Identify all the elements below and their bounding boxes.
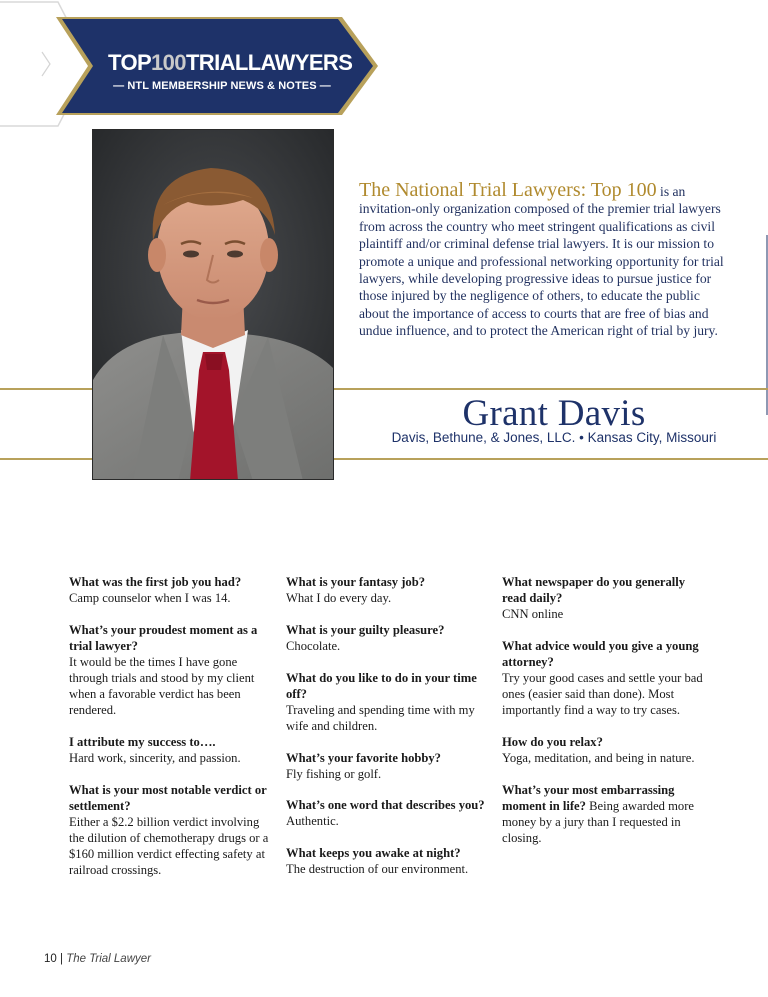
qa-item <box>286 670 488 734</box>
answer: Hard work, sincerity, and passion. <box>69 751 241 766</box>
question: What’s one word that describes you? <box>286 798 485 813</box>
qa-column-3 <box>502 574 712 862</box>
page-number: 10 <box>44 953 57 965</box>
banner-title: TOP100TRIALLAWYERS <box>108 50 353 75</box>
intro-lead: The National Trial Lawyers: Top 100 <box>359 179 657 201</box>
question: What’s your proudest moment as a trial lawyer? <box>69 622 258 653</box>
qa-item <box>502 782 712 846</box>
question: What’s your most embarrassing moment in life? <box>502 782 675 813</box>
qa-item <box>69 734 274 766</box>
page-footer: 10 | The Trial Lawyer <box>44 953 151 965</box>
qa-item <box>69 574 274 606</box>
answer: Yoga, meditation, and being in nature. <box>502 751 695 766</box>
answer: Chocolate. <box>286 638 341 653</box>
organization-intro <box>359 179 729 340</box>
portrait-photo <box>92 129 334 480</box>
qa-item <box>69 622 274 719</box>
question: What is your most notable verdict or settlement? <box>69 782 267 813</box>
answer: It would be the times I have gone through trials and stood by my client when a favorable verdict has been rendered. <box>69 654 255 718</box>
answer: CNN online <box>502 607 564 622</box>
qa-item <box>502 574 712 622</box>
qa-item <box>286 845 488 877</box>
answer: Camp counselor when I was 14. <box>69 591 231 606</box>
answer: Fly fishing or golf. <box>286 766 382 781</box>
question: What do you like to do in your time off? <box>286 670 477 701</box>
question: I attribute my success to…. <box>69 734 216 749</box>
qa-item <box>286 797 488 829</box>
qa-item <box>286 574 488 606</box>
qa-item <box>286 622 488 654</box>
question: How do you relax? <box>502 734 603 749</box>
answer: What I do every day. <box>286 591 392 606</box>
question: What was the first job you had? <box>69 575 242 589</box>
qa-item <box>286 750 488 782</box>
qa-item <box>502 734 712 766</box>
question: What is your guilty pleasure? <box>286 622 445 637</box>
answer: Authentic. <box>286 814 339 829</box>
question: What keeps you awake at night? <box>286 846 461 861</box>
banner-subtitle: — NTL MEMBERSHIP NEWS & NOTES — <box>113 80 331 92</box>
qa-column-2 <box>286 574 488 893</box>
answer: Being awarded more money by a jury than I requested in closing. <box>502 798 695 845</box>
question: What is your fantasy job? <box>286 575 426 589</box>
intro-body: is an invitation-only organization composed of the premier trial lawyers from across the country who meet stringent qualifications as civil plaintiff and/or criminal defense trial lawyers. It is our mission to promote a unique and professional networking opportunity for trial lawyers, while developing progressive ideas to pursue justice for those injured by the negligence of others, to educate the public about the importance of access to courts that are free of bias and undue influence, and to protect the American right of trial by jury. <box>359 184 724 339</box>
question: What advice would you give a young attorney? <box>502 638 699 669</box>
answer: Traveling and spending time with my wife and children. <box>286 702 475 733</box>
qa-item <box>69 782 274 879</box>
qa-item <box>502 638 712 718</box>
question: What newspaper do you generally read daily? <box>502 575 686 606</box>
publication-name: The Trial Lawyer <box>66 953 151 965</box>
firm-location: Davis, Bethune, & Jones, LLC. • Kansas City, Missouri <box>391 430 717 445</box>
lawyer-name: Grant Davis <box>462 393 646 434</box>
qa-column-1 <box>69 574 274 894</box>
answer: Try your good cases and settle your bad ones (easier said than done). Most importantly find a way to try cases. <box>502 671 703 718</box>
question: What’s your favorite hobby? <box>286 750 441 765</box>
answer: The destruction of our environment. <box>286 862 469 877</box>
answer: Either a $2.2 billion verdict involving the dilution of chemotherapy drugs or a $160 million verdict effecting safety at railroad crossings. <box>69 814 269 878</box>
